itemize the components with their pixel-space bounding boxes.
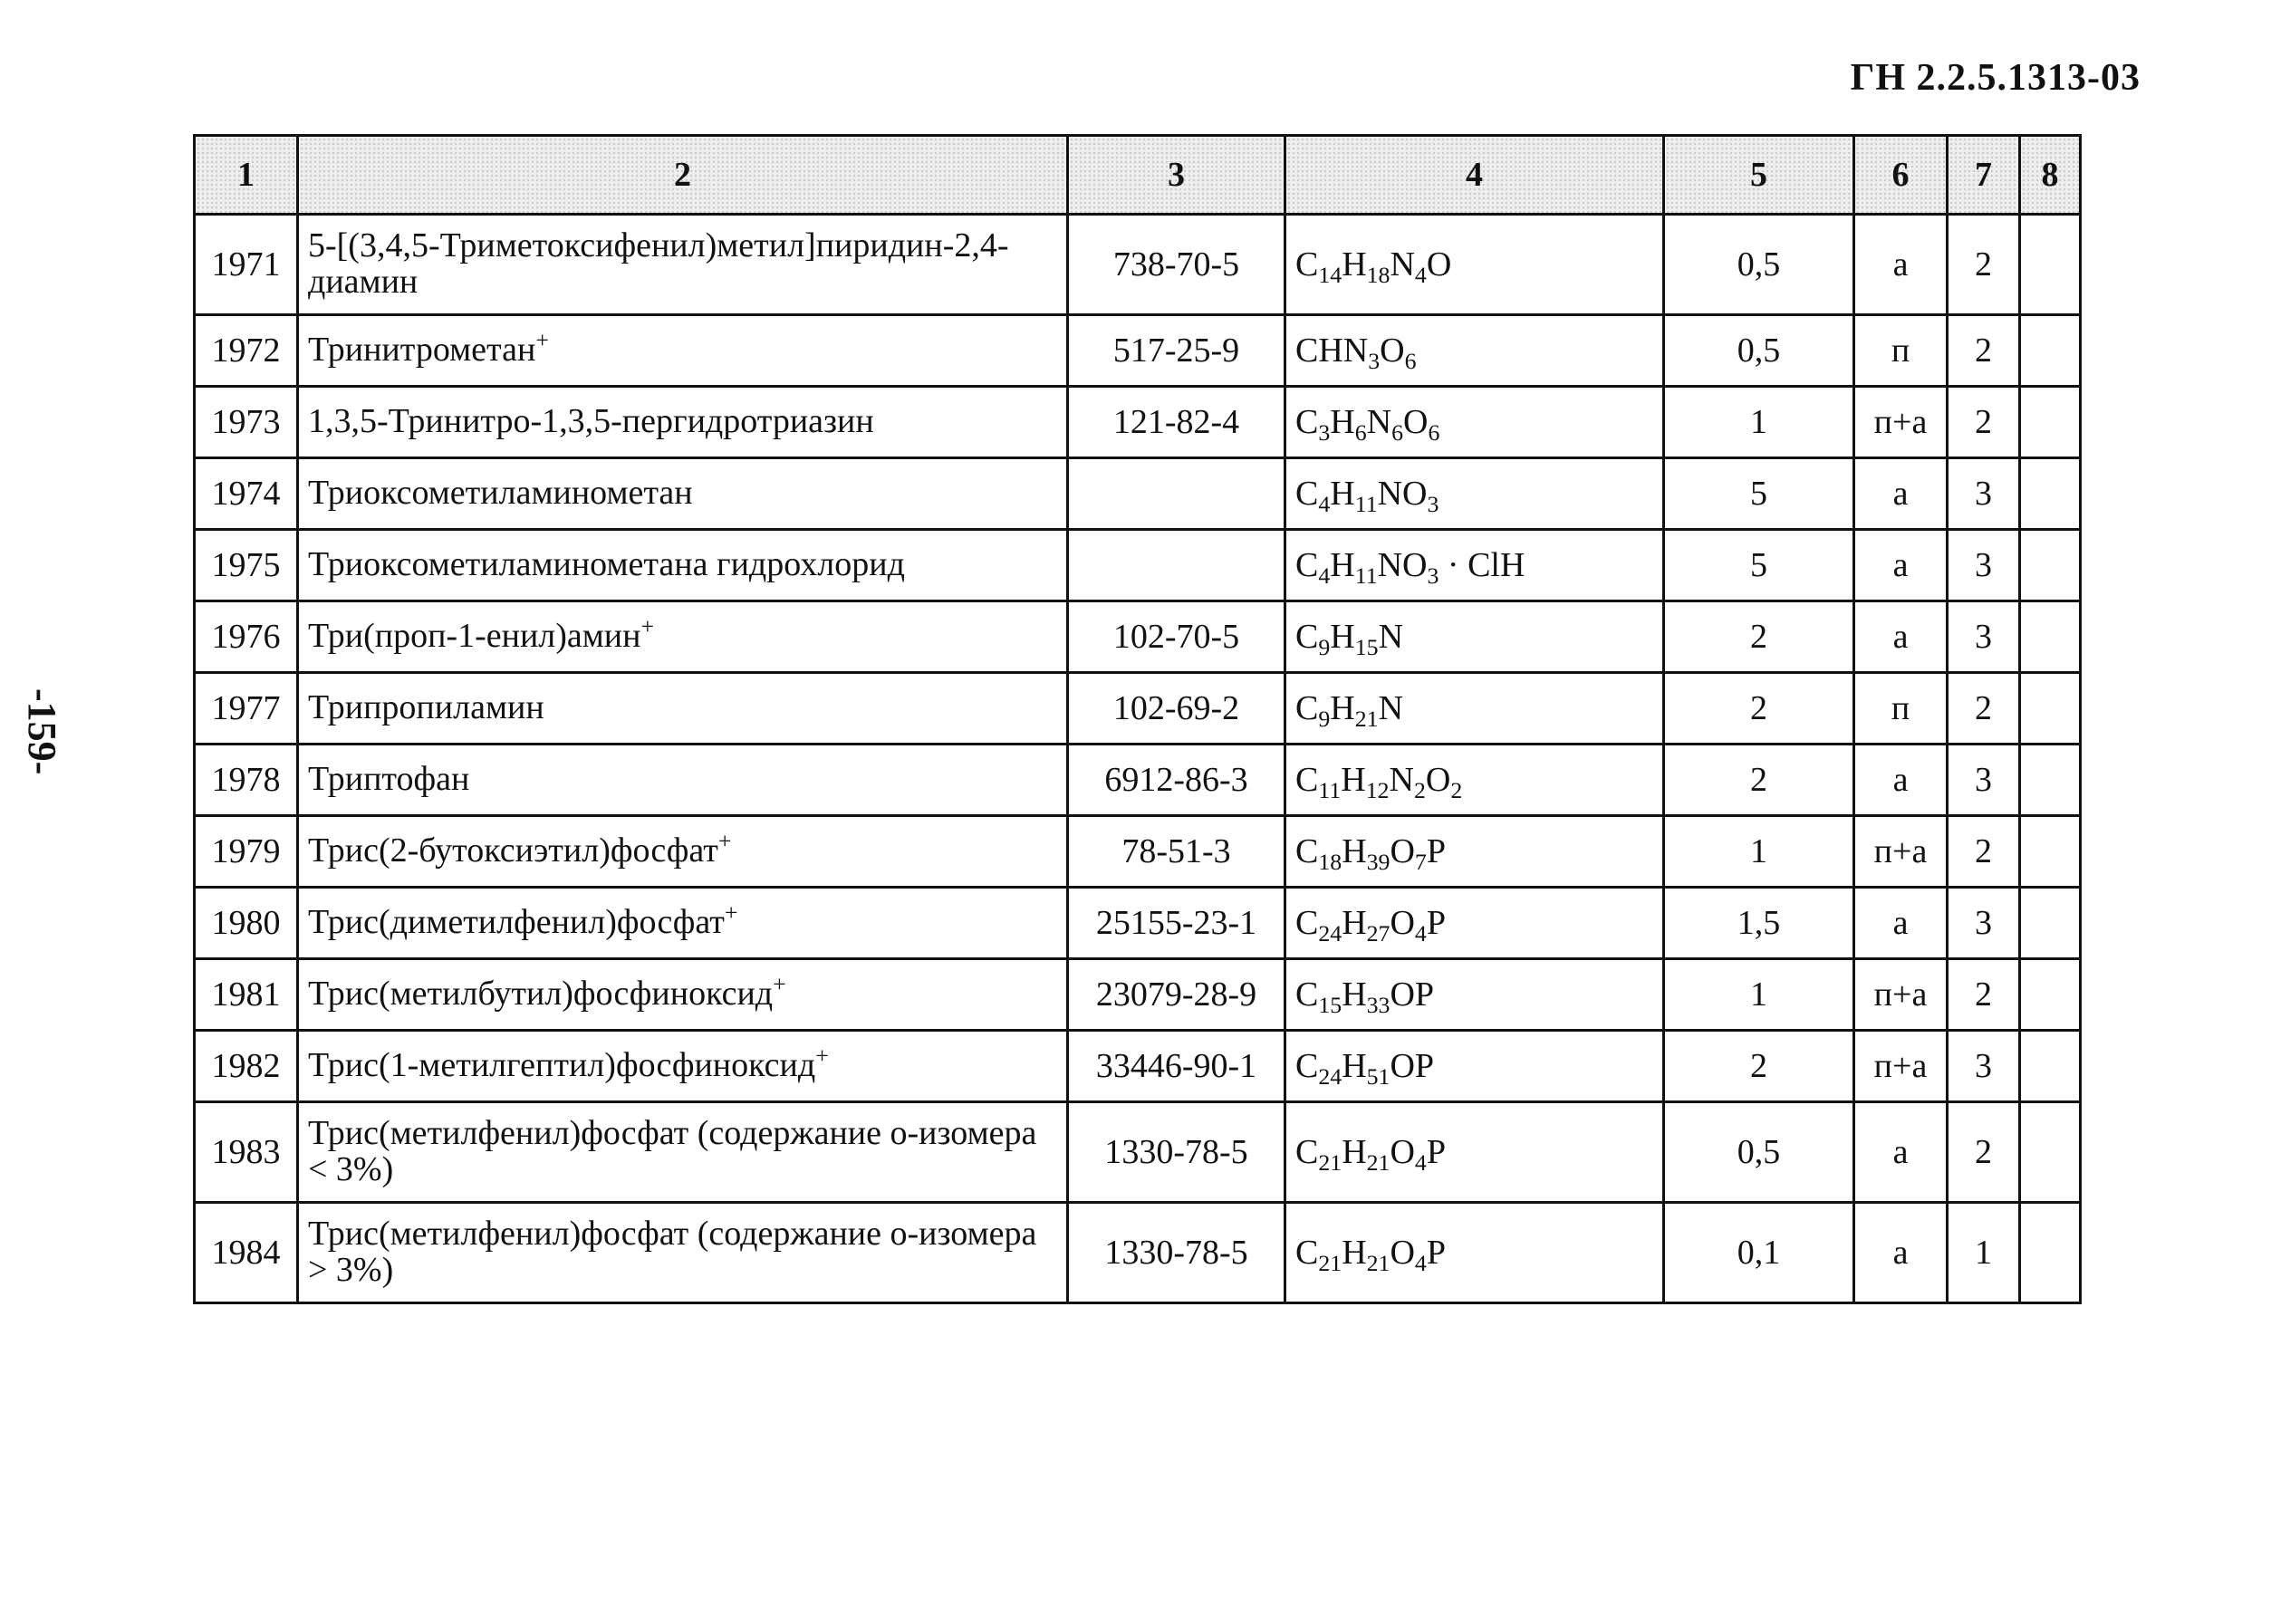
formula-cell: $C_{24}H_{51}OP$ <box>1285 1031 1664 1102</box>
hazard-class-cell: 2 <box>1948 1102 2020 1203</box>
column-header: 6 <box>1854 136 1948 215</box>
limit-value-cell: 0,5 <box>1664 1102 1854 1203</box>
limit-value-cell: 0,5 <box>1664 315 1854 387</box>
substance-name-cell: 5-[(3,4,5-Триметоксифенил)метил]пиридин-2,4-диамин <box>298 215 1068 315</box>
limit-value-cell: 2 <box>1664 601 1854 673</box>
formula-cell: $C_{15}H_{33}OP$ <box>1285 959 1664 1031</box>
table-row <box>195 315 2081 387</box>
note-cell <box>2020 458 2081 530</box>
aggregate-state-cell: а <box>1854 1203 1948 1303</box>
cas-number-cell: 1330-78-5 <box>1068 1102 1285 1203</box>
row-number-cell: 1971 <box>195 215 298 315</box>
table-row <box>195 215 2081 315</box>
aggregate-state-cell: а <box>1854 888 1948 959</box>
substance-name-cell: Трис(1-метилгептил)фосфиноксид+ <box>298 1031 1068 1102</box>
limit-value-cell: 2 <box>1664 673 1854 745</box>
cas-number-cell <box>1068 530 1285 601</box>
substance-name-cell: Триоксометиламинометан <box>298 458 1068 530</box>
aggregate-state-cell: а <box>1854 745 1948 816</box>
substance-name-cell: 1,3,5-Тринитро-1,3,5-пергидротриазин <box>298 387 1068 458</box>
substance-name-cell: Трис(метилфенил)фосфат (содержание о-изомера > 3%) <box>298 1203 1068 1303</box>
aggregate-state-cell: а <box>1854 601 1948 673</box>
table-header-row <box>195 136 2081 215</box>
hazard-class-cell: 1 <box>1948 1203 2020 1303</box>
row-number-cell: 1982 <box>195 1031 298 1102</box>
row-number-cell: 1983 <box>195 1102 298 1203</box>
row-number-cell: 1972 <box>195 315 298 387</box>
formula-cell: $C_{21}H_{21}O_4P$ <box>1285 1102 1664 1203</box>
table-row <box>195 387 2081 458</box>
aggregate-state-cell: п+а <box>1854 959 1948 1031</box>
limit-value-cell: 5 <box>1664 530 1854 601</box>
limit-value-cell: 2 <box>1664 745 1854 816</box>
aggregate-state-cell: п+а <box>1854 816 1948 888</box>
formula-cell: $C_3H_6N_6O_6$ <box>1285 387 1664 458</box>
formula-cell: $C_{24}H_{27}O_4P$ <box>1285 888 1664 959</box>
cas-number-cell: 25155-23-1 <box>1068 888 1285 959</box>
hazard-class-cell: 3 <box>1948 888 2020 959</box>
aggregate-state-cell: а <box>1854 215 1948 315</box>
column-header: 4 <box>1285 136 1664 215</box>
column-header: 5 <box>1664 136 1854 215</box>
column-header: 1 <box>195 136 298 215</box>
table-row <box>195 745 2081 816</box>
note-cell <box>2020 816 2081 888</box>
cas-number-cell: 33446-90-1 <box>1068 1031 1285 1102</box>
substances-table <box>193 134 2082 1304</box>
table-row <box>195 601 2081 673</box>
limit-value-cell: 0,1 <box>1664 1203 1854 1303</box>
note-cell <box>2020 215 2081 315</box>
page-number: -159- <box>20 688 64 775</box>
aggregate-state-cell: п+а <box>1854 1031 1948 1102</box>
substance-name-cell: Трис(2-бутоксиэтил)фосфат+ <box>298 816 1068 888</box>
hazard-class-cell: 3 <box>1948 530 2020 601</box>
note-cell <box>2020 387 2081 458</box>
aggregate-state-cell: а <box>1854 1102 1948 1203</box>
cas-number-cell <box>1068 458 1285 530</box>
table-row <box>195 888 2081 959</box>
table-row <box>195 1102 2081 1203</box>
formula-cell: $C_9H_{15}N$ <box>1285 601 1664 673</box>
row-number-cell: 1978 <box>195 745 298 816</box>
row-number-cell: 1981 <box>195 959 298 1031</box>
aggregate-state-cell: а <box>1854 458 1948 530</box>
limit-value-cell: 5 <box>1664 458 1854 530</box>
note-cell <box>2020 315 2081 387</box>
hazard-class-cell: 2 <box>1948 387 2020 458</box>
formula-cell: $C_4H_{11}NO_3$ <box>1285 458 1664 530</box>
column-header: 3 <box>1068 136 1285 215</box>
note-cell <box>2020 745 2081 816</box>
formula-cell: $CHN_3O_6$ <box>1285 315 1664 387</box>
substance-name-cell: Трис(метилбутил)фосфиноксид+ <box>298 959 1068 1031</box>
table-body <box>195 215 2081 1303</box>
column-header: 7 <box>1948 136 2020 215</box>
substance-name-cell: Триоксометиламинометана гидрохлорид <box>298 530 1068 601</box>
cas-number-cell: 1330-78-5 <box>1068 1203 1285 1303</box>
cas-number-cell: 78-51-3 <box>1068 816 1285 888</box>
aggregate-state-cell: а <box>1854 530 1948 601</box>
table-row <box>195 673 2081 745</box>
limit-value-cell: 0,5 <box>1664 215 1854 315</box>
cas-number-cell: 102-70-5 <box>1068 601 1285 673</box>
substance-name-cell: Трис(диметилфенил)фосфат+ <box>298 888 1068 959</box>
hazard-class-cell: 2 <box>1948 959 2020 1031</box>
note-cell <box>2020 888 2081 959</box>
hazard-class-cell: 3 <box>1948 601 2020 673</box>
cas-number-cell: 23079-28-9 <box>1068 959 1285 1031</box>
column-header: 8 <box>2020 136 2081 215</box>
hazard-class-cell: 3 <box>1948 745 2020 816</box>
limit-value-cell: 1 <box>1664 387 1854 458</box>
cas-number-cell: 6912-86-3 <box>1068 745 1285 816</box>
cas-number-cell: 738-70-5 <box>1068 215 1285 315</box>
formula-cell: $C_{18}H_{39}O_7P$ <box>1285 816 1664 888</box>
table-row <box>195 458 2081 530</box>
table-row <box>195 530 2081 601</box>
note-cell <box>2020 1031 2081 1102</box>
substance-name-cell: Три(проп-1-енил)амин+ <box>298 601 1068 673</box>
limit-value-cell: 1 <box>1664 816 1854 888</box>
hazard-class-cell: 3 <box>1948 1031 2020 1102</box>
substance-name-cell: Тринитрометан+ <box>298 315 1068 387</box>
hazard-class-cell: 3 <box>1948 458 2020 530</box>
formula-cell: $C_4H_{11}NO_3$ · ClH <box>1285 530 1664 601</box>
note-cell <box>2020 601 2081 673</box>
aggregate-state-cell: п+а <box>1854 387 1948 458</box>
limit-value-cell: 1 <box>1664 959 1854 1031</box>
cas-number-cell: 517-25-9 <box>1068 315 1285 387</box>
row-number-cell: 1975 <box>195 530 298 601</box>
formula-cell: $C_9H_{21}N$ <box>1285 673 1664 745</box>
document-code: ГН 2.2.5.1313-03 <box>1850 57 2141 99</box>
cas-number-cell: 121-82-4 <box>1068 387 1285 458</box>
row-number-cell: 1974 <box>195 458 298 530</box>
formula-cell: $C_{11}H_{12}N_2O_2$ <box>1285 745 1664 816</box>
row-number-cell: 1977 <box>195 673 298 745</box>
hazard-class-cell: 2 <box>1948 673 2020 745</box>
table-row <box>195 959 2081 1031</box>
table-row <box>195 816 2081 888</box>
substance-name-cell: Трипропиламин <box>298 673 1068 745</box>
table-row <box>195 1031 2081 1102</box>
limit-value-cell: 2 <box>1664 1031 1854 1102</box>
row-number-cell: 1980 <box>195 888 298 959</box>
limit-value-cell: 1,5 <box>1664 888 1854 959</box>
hazard-class-cell: 2 <box>1948 816 2020 888</box>
column-header: 2 <box>298 136 1068 215</box>
row-number-cell: 1979 <box>195 816 298 888</box>
note-cell <box>2020 673 2081 745</box>
formula-cell: $C_{21}H_{21}O_4P$ <box>1285 1203 1664 1303</box>
note-cell <box>2020 959 2081 1031</box>
note-cell <box>2020 1102 2081 1203</box>
cas-number-cell: 102-69-2 <box>1068 673 1285 745</box>
row-number-cell: 1984 <box>195 1203 298 1303</box>
hazard-class-cell: 2 <box>1948 215 2020 315</box>
substance-name-cell: Триптофан <box>298 745 1068 816</box>
aggregate-state-cell: п <box>1854 673 1948 745</box>
hazard-class-cell: 2 <box>1948 315 2020 387</box>
table-row <box>195 1203 2081 1303</box>
note-cell <box>2020 530 2081 601</box>
aggregate-state-cell: п <box>1854 315 1948 387</box>
note-cell <box>2020 1203 2081 1303</box>
formula-cell: $C_{14}H_{18}N_4O$ <box>1285 215 1664 315</box>
row-number-cell: 1973 <box>195 387 298 458</box>
substance-name-cell: Трис(метилфенил)фосфат (содержание о-изомера < 3%) <box>298 1102 1068 1203</box>
row-number-cell: 1976 <box>195 601 298 673</box>
